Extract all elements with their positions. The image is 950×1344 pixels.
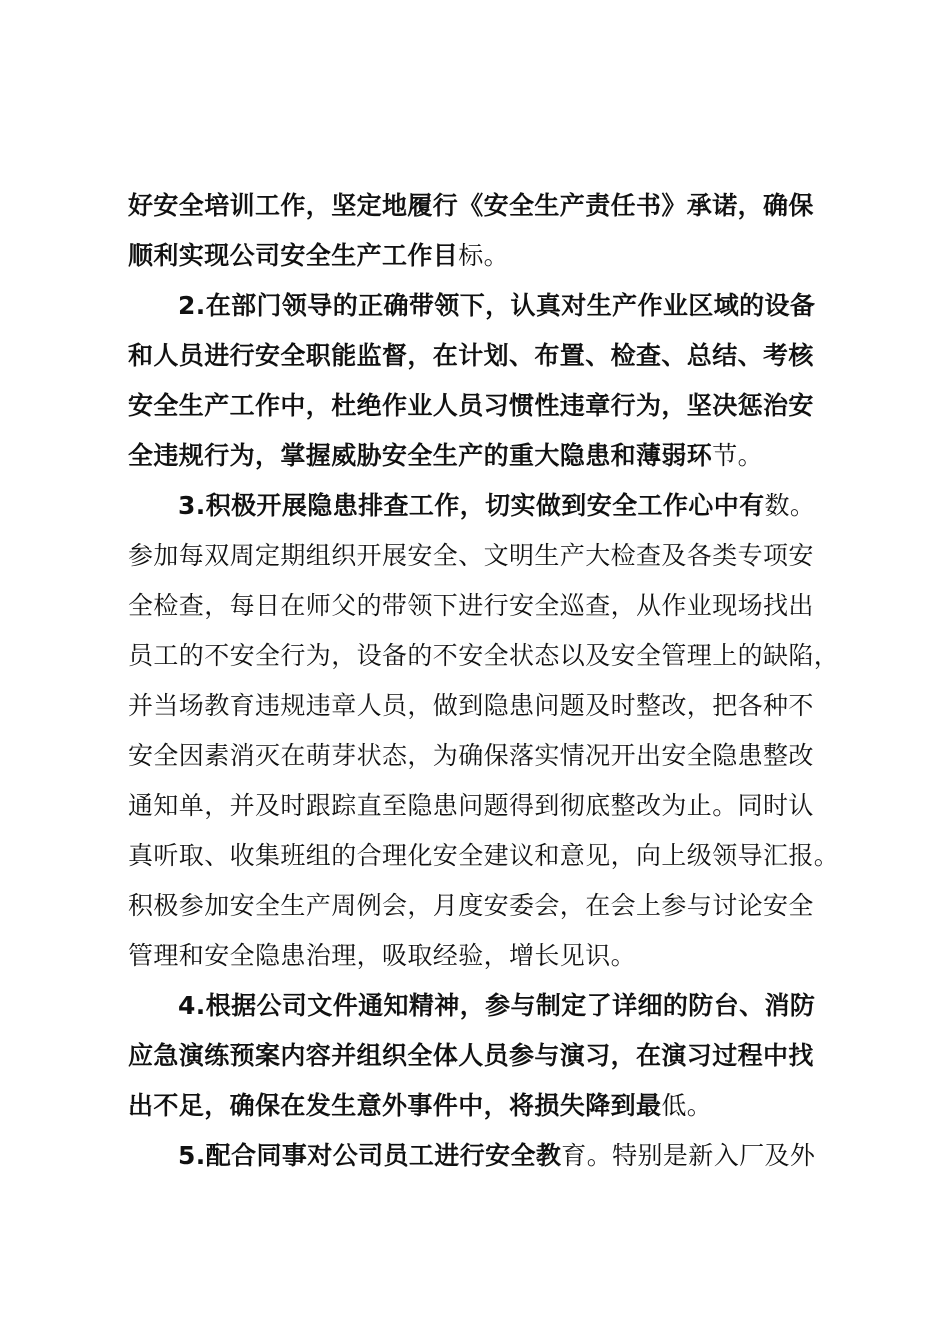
bold-text: 5.配合同事对公司员工进行安全教 (178, 1141, 562, 1170)
normal-text: 标。 (458, 241, 510, 270)
bold-text: 安全生产工作中，杜绝作业人员习惯性违章行为，坚决惩治安 (128, 391, 814, 420)
text-line-17 (178, 988, 815, 1024)
normal-text: 数。 (764, 491, 816, 520)
normal-text: 真听取、收集班组的合理化安全建议和意见，向上级领导汇报。 (128, 841, 840, 870)
normal-text: 节。 (712, 441, 764, 470)
text-line-4 (128, 338, 814, 374)
text-line-7 (178, 488, 815, 524)
normal-text: 参加每双周定期组织开展安全、文明生产大检查及各类专项安 (128, 541, 814, 570)
text-line-19 (128, 1088, 712, 1124)
normal-text: 通知单，并及时跟踪直至隐患问题得到彻底整改为止。同时认 (128, 791, 814, 820)
normal-text: 并当场教育违规违章人员，做到隐患问题及时整改，把各种不 (128, 691, 814, 720)
bold-text: 出不足，确保在发生意外事件中，将损失降到最 (128, 1091, 662, 1120)
normal-text: 安全因素消灭在萌芽状态，为确保落实情况开出安全隐患整改 (128, 741, 814, 770)
bold-text: 顺利实现公司安全生产工作目 (128, 241, 459, 270)
bold-text: 应急演练预案内容并组织全体人员参与演习，在演习过程中找 (128, 1041, 814, 1070)
text-line-16 (128, 938, 636, 974)
normal-text: 积极参加安全生产周例会，月度安委会，在会上参与讨论安全 (128, 891, 814, 920)
text-line-20 (178, 1138, 815, 1174)
text-line-3 (178, 288, 815, 324)
text-line-1 (128, 188, 814, 224)
text-line-10 (128, 638, 839, 674)
normal-text: 育。特别是新入厂及外 (561, 1141, 816, 1170)
bold-text: 4.根据公司文件通知精神，参与制定了详细的防台、消防 (178, 991, 816, 1020)
bold-text: 和人员进行安全职能监督，在计划、布置、检查、总结、考核 (128, 341, 814, 370)
text-line-12 (128, 738, 814, 774)
text-line-15 (128, 888, 814, 924)
normal-text: 员工的不安全行为，设备的不安全状态以及安全管理上的缺陷， (128, 641, 840, 670)
text-line-14 (128, 838, 839, 874)
normal-text: 全检查，每日在师父的带领下进行安全巡查，从作业现场找出 (128, 591, 814, 620)
text-line-13 (128, 788, 814, 824)
text-line-9 (128, 588, 814, 624)
text-line-11 (128, 688, 814, 724)
bold-text: 全违规行为，掌握威胁安全生产的重大隐患和薄弱环 (128, 441, 713, 470)
text-line-6 (128, 438, 763, 474)
text-line-8 (128, 538, 814, 574)
bold-text: 2.在部门领导的正确带领下，认真对生产作业区域的设备 (178, 291, 816, 320)
bold-text: 好安全培训工作，坚定地履行《安全生产责任书》承诺，确保 (128, 191, 814, 220)
normal-text: 管理和安全隐患治理，吸取经验，增长见识。 (128, 941, 637, 970)
normal-text: 低。 (661, 1091, 713, 1120)
text-line-2 (128, 238, 509, 274)
text-line-18 (128, 1038, 814, 1074)
bold-text: 3.积极开展隐患排查工作，切实做到安全工作心中有 (178, 491, 765, 520)
text-line-5 (128, 388, 814, 424)
